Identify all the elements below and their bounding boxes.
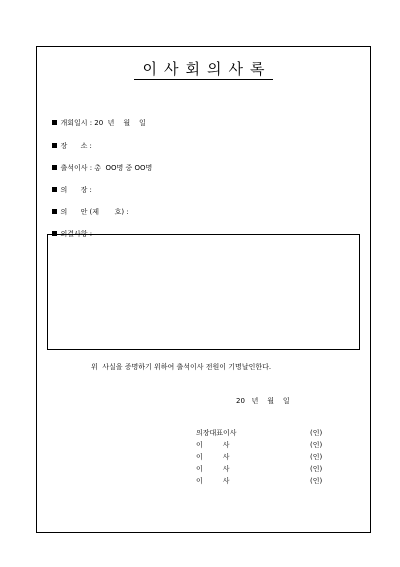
signatory-role: 이 사 [196,477,230,485]
resolution-box[interactable] [47,234,360,350]
signatory-role: 의장대표이사 [196,429,237,437]
document-title-wrap [36,58,371,79]
field-place-text: 장 소 : [60,142,92,150]
bullet-square-icon [52,143,57,148]
field-attendance-text: 출석이사 : 총 OO명 중 OO명 [60,164,153,172]
signatory-seal: (인) [310,429,323,437]
bullet-square-icon [52,120,57,125]
signatory-seal: (인) [310,477,323,485]
signatory-role: 이 사 [196,453,230,461]
bullet-square-icon [52,165,57,170]
bullet-square-icon [52,209,57,214]
field-chair-text: 의 장 : [60,186,92,194]
signatory-seal: (인) [310,453,323,461]
statement: 위 사실을 증명하기 위하여 출석이사 전원이 기명날인한다. [91,363,272,371]
field-date [48,110,146,128]
bullet-square-icon [52,187,57,192]
field-chair [48,177,92,195]
field-agenda [48,199,129,217]
document-title: 이사회의사록 [134,60,274,80]
field-agenda-text: 의 안 (제 호) : [60,208,129,216]
field-date-text: 개회일시 : 20 년 월 일 [60,119,146,127]
field-attendance [48,155,152,173]
signatory-seal: (인) [310,441,323,449]
signatory-role: 이 사 [196,441,230,449]
field-resolution-text: 의결사항 : [60,230,93,238]
field-place [48,133,92,151]
signatory-role: 이 사 [196,465,230,473]
sign-date: 20 년 월 일 [236,397,290,405]
signatory-seal: (인) [310,465,323,473]
